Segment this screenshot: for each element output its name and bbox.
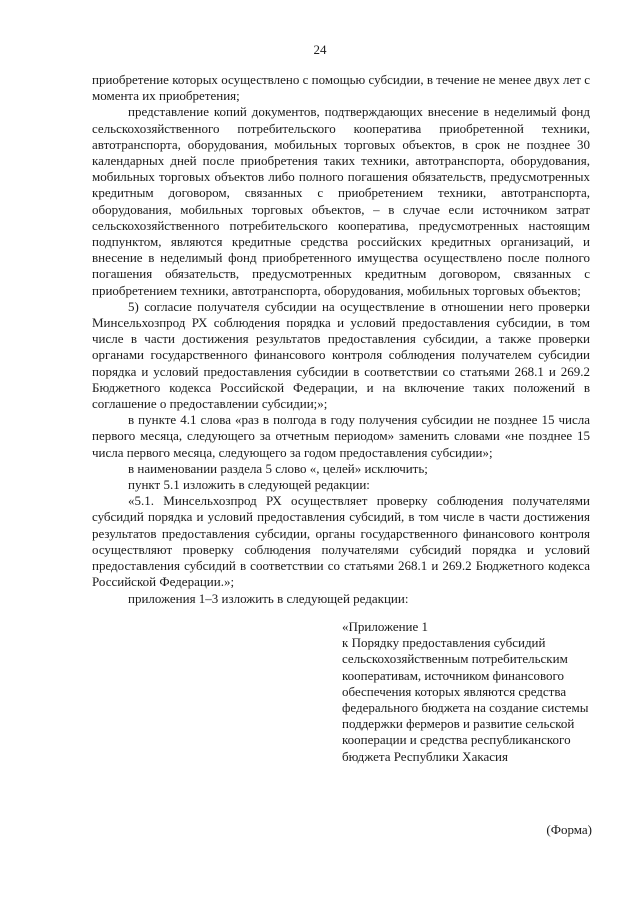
appendix-heading	[342, 619, 592, 765]
paragraph-3: 5) согласие получателя субсидии на осуществление в отношении него проверки Минсельхозпрод РХ соблюдения порядка и условий предоставления субсидии, в том числе в части достижения результатов предоставления субсидии, а также проверки органами государственного финансового контроля соблюдения получателем субсидии порядка и условий предоставления субсидии в соответствии со статьями 268.1 и 269.2 Бюджетного кодекса Российской Федерации, и на включение таких положений в соглашение о предоставлении субсидии;»;	[92, 298, 590, 412]
paragraph-6: пункт 5.1 изложить в следующей редакции:	[128, 477, 370, 493]
form-label: (Форма)	[546, 822, 592, 837]
paragraph-5: в наименовании раздела 5 слово «, целей» исключить;	[128, 460, 428, 476]
page-number: 24	[313, 42, 327, 57]
paragraph-7: «5.1. Минсельхозпрод РХ осуществляет проверку соблюдения получателями субсидий порядка и условий предоставления субсидий, в том числе в части достижения результатов предоставления субсидии, органы государственного финансового контроля осуществляют проверку соблюдения получателями субсидий порядка и условий предоставления субсидий в соответствии со статьями 268.1 и 269.2 Бюджетного кодекса Российской Федерации.»;	[92, 493, 590, 590]
appendix-body: к Порядку предоставления субсидий сельскохозяйственным потребительским кооперативам, источником финансового обеспечения которых являются средства федерального бюджета на создание системы поддержки фермеров и развитие сельской кооперации и средства республиканского бюджета Республики Хакасия	[342, 635, 589, 764]
paragraph-8: приложения 1–3 изложить в следующей редакции:	[128, 590, 409, 606]
appendix-title: «Приложение 1	[342, 619, 429, 634]
document-body	[92, 72, 590, 607]
paragraph-1: приобретение которых осуществлено с помощью субсидии, в течение не менее двух лет с момента их приобретения;	[92, 72, 590, 104]
paragraph-4: в пункте 4.1 слова «раз в полгода в году получения субсидии не позднее 15 числа первого месяца, следующего за отчетным периодом» заменить словами «не позднее 15 числа первого месяца, следующего за годом предоставления субсидии»;	[92, 412, 590, 460]
paragraph-2: представление копий документов, подтверждающих внесение в неделимый фонд сельскохозяйственного потребительского кооператива приобретенной техники, автотранспорта, оборудования, мобильных торговых объектов, в срок не позднее 30 календарных дней после приобретения таких техники, автотранспорта, оборудования, мобильных торговых объектов либо полного погашения обязательств, предусмотренных кредитным договором, связанных с приобретением техники, автотранспорта, оборудования, мобильных торговых объектов, – в случае если источником затрат сельскохозяйственного потребительского кооператива, предусмотренных настоящим подпунктом, являются кредитные средства российских кредитных организаций, и внесение в неделимый фонд приобретенного имущества осуществлено после полного погашения обязательств, предусмотренных кредитным договором, связанных с приобретением техники, автотранспорта, оборудования, мобильных торговых объектов;	[92, 104, 590, 298]
